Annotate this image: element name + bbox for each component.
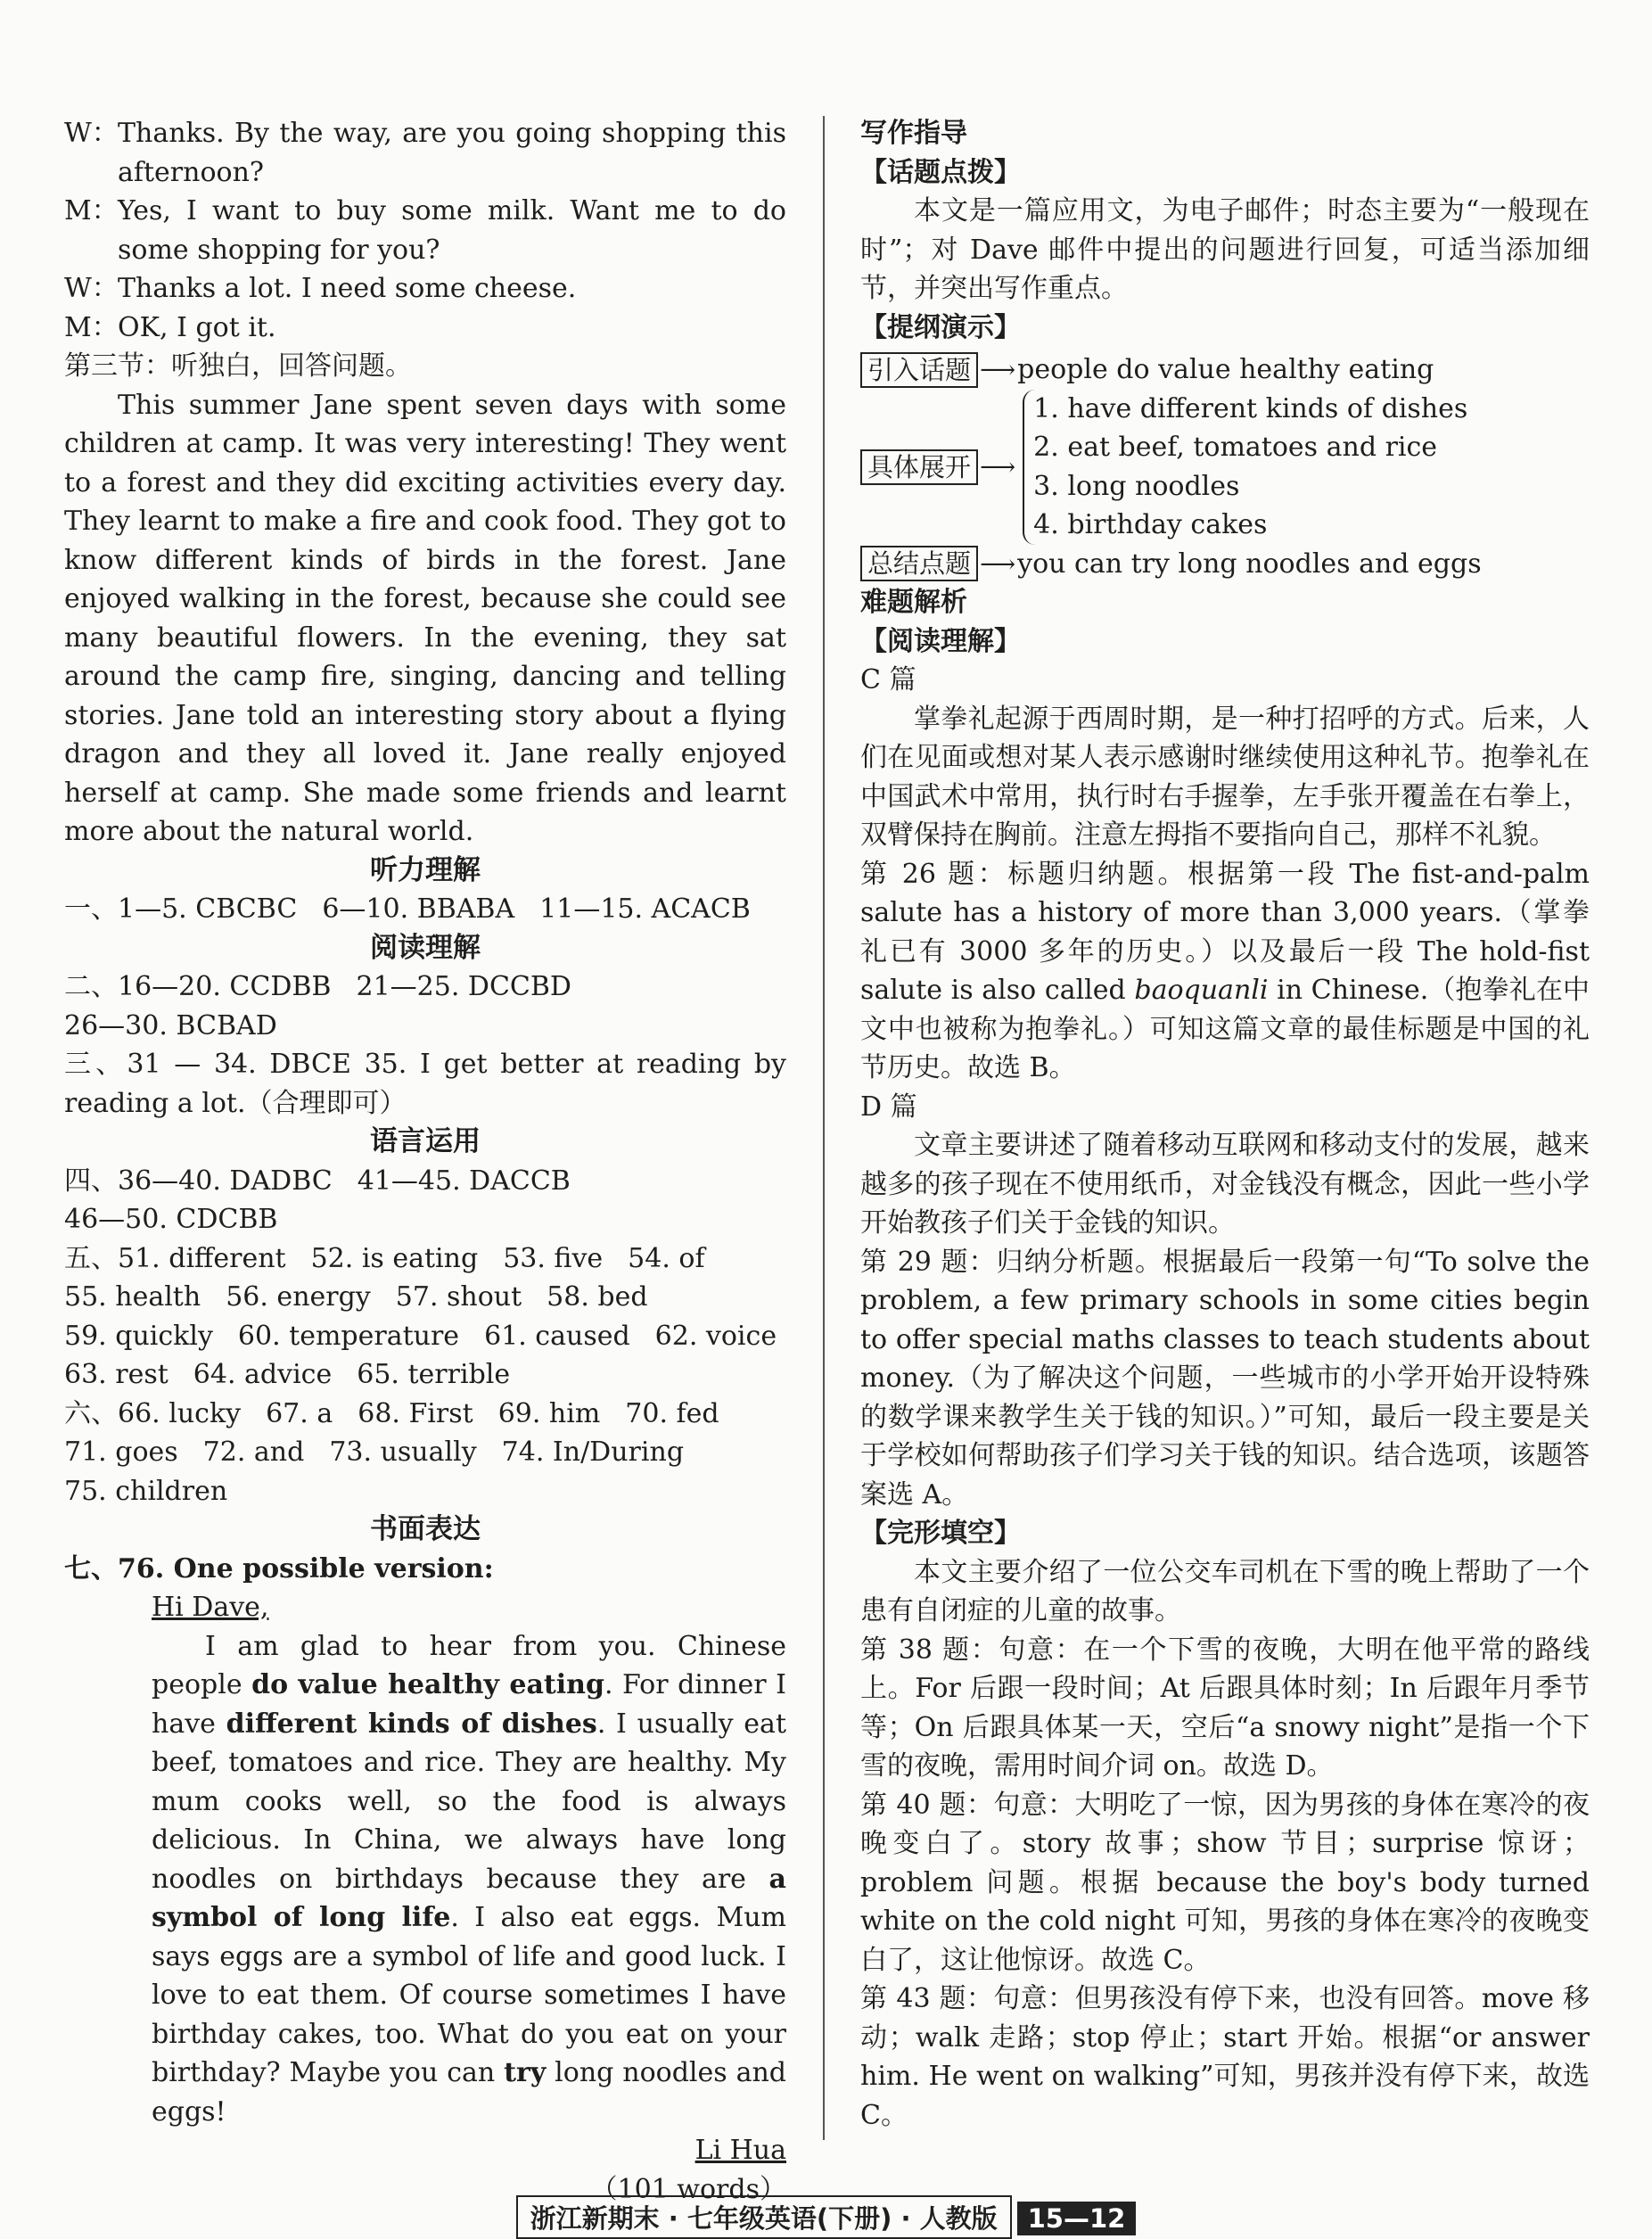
heading-reading: 阅读理解 [370, 931, 481, 964]
passage-c-summary: 掌拳礼起源于西周时期，是一种打招呼的方式。后来，人们在见面或想对某人表示感谢时继续使用这种礼节。抱拳礼在中国武术中常用，执行时右手握拳，左手张开覆盖在右拳上，双臂保持在胸前。注意左拇指不要指向自己，那样不礼貌。 [860, 703, 1590, 851]
answers-part2b: 26—30. BCBAD [64, 1009, 277, 1041]
dialogue-line: M： Yes, I want to buy some milk. Want me to do some shopping for you? [64, 195, 786, 266]
footer-title: 浙江新期末 · 七年级英语(下册) · 人教版 [516, 2195, 1012, 2239]
writing-guide-title: 写作指导 [860, 118, 967, 149]
answer-76-label: 七、76. One possible version: [64, 1552, 494, 1585]
column-divider [823, 116, 825, 2140]
heading-listening: 听力理解 [370, 853, 481, 886]
outline-intro: 引入话题 ⟶ people do value healthy eating [860, 350, 1590, 390]
answers-part4b: 46—50. CDCBB [64, 1204, 278, 1235]
outline-end: 总结点题 ⟶ you can try long noodles and eggs [860, 545, 1590, 584]
outline-body [860, 390, 1590, 545]
section3-title: 第三节：听独白，回答问题。 [64, 350, 412, 382]
word-count: （101 words） [590, 2173, 786, 2205]
question-29: 第 29 题：归纳分析题。根据最后一段第一句“To solve the problem, a few primary schools in some cities begin to offer special maths classes to teach students about money.（为了解决这个问题，一些城市的小学开始开设特殊的数学课来教学生关于钱的知识。）”可知，最后一段主要是关于学校如何帮助孩子们学习关于钱的知识。结合选项，该题答案选 A。 [860, 1246, 1590, 1511]
question-40: 第 40 题：句意：大明吃了一惊，因为男孩的身体在寒冷的夜晚变白了。story 故事；show 节目；surprise 惊讶；problem 问题。根据 because the boy's body turned white on the cold night 可知，男孩的身体在寒冷的夜晚变白了，这让他惊讶。故选 C。 [860, 1789, 1590, 1976]
outline-intro-box: 引入话题 [860, 352, 978, 388]
answers-part6-line: 75. children [64, 1475, 228, 1507]
heading-language: 语言运用 [370, 1125, 481, 1157]
topic-label: 【话题点拨】 [860, 156, 1021, 188]
cloze-summary: 本文主要介绍了一位公交车司机在下雪的晚上帮助了一个患有自闭症的儿童的故事。 [860, 1556, 1590, 1626]
heading-writing: 书面表达 [370, 1513, 481, 1545]
cloze-label: 【完形填空】 [860, 1518, 1021, 1549]
passage-d-label: D 篇 [860, 1091, 917, 1123]
page-number: 15—12 [1017, 2202, 1137, 2235]
answers-part5-line: 55. health 56. energy 57. shout 58. bed [64, 1281, 648, 1313]
outline-end-box: 总结点题 [860, 546, 978, 581]
monologue-text: This summer Jane spent seven days with some children at camp. It was very interesting! They went to a forest and they did exciting activities every day. They learnt to make a fire and cook food. They got to know different kinds of birds in the forest. Jane enjoyed walking in the forest, because she could see many beautiful flowers. In the evening, they sat around the camp fire, singing, dancing and telling stories. Jane told an interesting story about a flying dragon and they all loved it. Jane really enjoyed herself at camp. She made some friends and learnt more about the natural world. [64, 389, 786, 847]
left-column [64, 114, 786, 2209]
letter-signature: Li Hua [694, 2135, 786, 2166]
dialogue-line: W： Thanks. By the way, are you going shopping this afternoon? [64, 118, 786, 188]
dialogue-line: W： Thanks a lot. I need some cheese. [64, 273, 577, 304]
question-38: 第 38 题：句意：在一个下雪的夜晚，大明在他平常的路线上。For 后跟一段时间；At 后跟具体时刻；In 后跟年月季节等；On 后跟具体某一天，空后“a snowy night”是指一个下雪的夜晚，需用时间介词 on。故选 D。 [860, 1634, 1590, 1782]
outline-body-list: 1. have different kinds of dishes 2. eat beef, tomatoes and rice 3. long noodles 4. birthday cakes [1023, 390, 1467, 545]
question-43: 第 43 题：句意：但男孩没有停下来，也没有回答。move 移动；walk 走路；stop 停止；start 开始。根据“or answer him. He went on walking”可知，男孩并没有停下来，故选 C。 [860, 1983, 1590, 2131]
arrow-icon: ⟶ [980, 451, 1016, 482]
dialogue-line: M： OK, I got it. [64, 311, 276, 343]
sample-letter [152, 1588, 786, 2209]
topic-text: 本文是一篇应用文，为电子邮件；时态主要为“一般现在时”；对 Dave 邮件中提出的问题进行回复，可适当添加细节，并突出写作重点。 [860, 195, 1590, 304]
outline-label: 【提纲演示】 [860, 311, 1021, 343]
answers-part2a: 二、16—20. CCDBB 21—25. DCCBD [64, 971, 571, 1002]
answers-part6-line: 71. goes 72. and 73. usually 74. In/During [64, 1436, 685, 1468]
outline-body-box: 具体展开 [860, 449, 978, 485]
arrow-icon: ⟶ [980, 355, 1016, 384]
answers-part3: 三、31 — 34. DBCE 35. I get better at reading by reading a lot.（合理即可） [64, 1049, 786, 1119]
answers-part4a: 四、36—40. DADBC 41—45. DACCB [64, 1165, 571, 1197]
letter-greeting: Hi Dave, [152, 1592, 269, 1623]
answers-part5-line: 63. rest 64. advice 65. terrible [64, 1359, 511, 1390]
letter-body: I am glad to hear from you. Chinese people do value healthy eating. For dinner I have different kinds of dishes. I usually eat beef, tomatoes and rice. They are healthy. My mum cooks well, so the food is always delicious. In China, we always have long noodles on birthdays because they are a symbol of long life. I also eat eggs. Mum says eggs are a symbol of life and good luck. I love to eat them. Of course sometimes I have birthday cakes, too. What do you eat on your birthday? Maybe you can try long noodles and eggs! [152, 1630, 786, 2128]
answers-part1: 一、1—5. CBCBC 6—10. BBABA 11—15. ACACB [64, 893, 751, 925]
right-column [860, 114, 1590, 2135]
difficult-title: 难题解析 [860, 587, 967, 618]
passage-c-label: C 篇 [860, 664, 916, 696]
passage-d-summary: 文章主要讲述了随着移动互联网和移动支付的发展，越来越多的孩子现在不使用纸币，对金钱没有概念，因此一些小学开始教孩子们关于金钱的知识。 [860, 1130, 1590, 1239]
question-26: 第 26 题：标题归纳题。根据第一段 The fist-and-palm salute has a history of more than 3,000 years.（掌拳礼已有 3000 多年的历史。）以及最后一段 The hold-fist salute is also called baoquanli in Chinese.（抱拳礼在中文中也被称为抱拳礼。）可知这篇文章的最佳标题是中国的礼节历史。故选 B。 [860, 858, 1590, 1083]
answers-part6-line: 六、66. lucky 67. a 68. First 69. him 70. fed [64, 1397, 719, 1429]
answers-part5-line: 59. quickly 60. temperature 61. caused 62. voice [64, 1320, 777, 1352]
answers-part5-line: 五、51. different 52. is eating 53. five 54. of [64, 1242, 705, 1274]
page-footer [0, 2195, 1652, 2239]
arrow-icon: ⟶ [980, 548, 1016, 579]
reading-label: 【阅读理解】 [860, 625, 1021, 657]
